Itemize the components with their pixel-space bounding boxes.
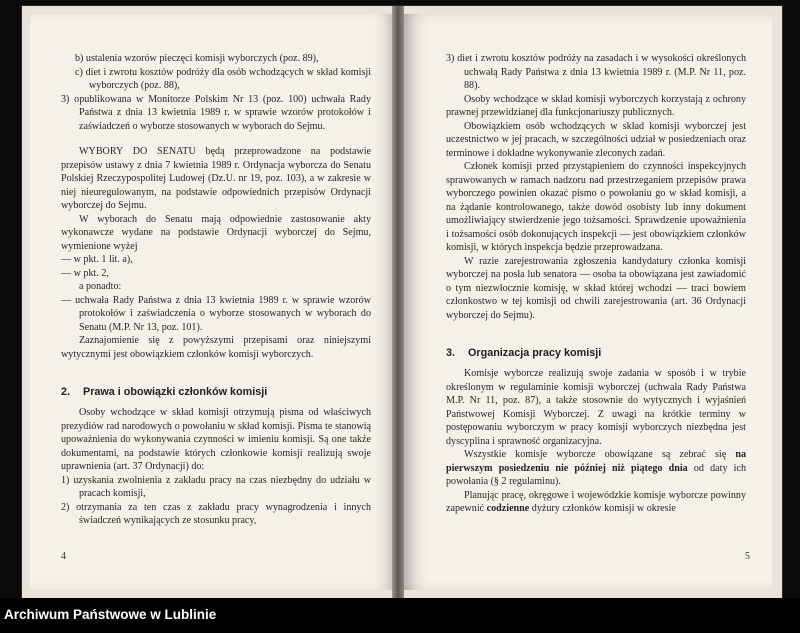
section-number: 2. (61, 386, 71, 398)
emphasis-first-meeting: na pierwszym posiedzeniu nie później niż piątego dnia (446, 449, 746, 474)
paragraph-first-meeting: Wszystkie komisje wyborcze obowiązane są zebrać się na pierwszym posiedzeniu nie później niż piątego dnia od daty ich powołania (§ 2 regulaminu). (446, 449, 747, 487)
right-page (404, 14, 772, 590)
item-b: b) ustalenia wzorów pieczęci komisji wyborczych (poz. 89), (75, 53, 319, 64)
paragraph-legal-protection: Osoby wchodzące w skład komisji wyborczych korzystają z ochrony prawnej przewidzianej dla funkcjonariuszy publicznych. (446, 93, 746, 118)
dash-item-2: — w pkt. 2, (61, 267, 109, 279)
section-heading-3 (446, 346, 746, 361)
left-page-content (61, 52, 371, 528)
archive-footer (0, 598, 800, 633)
list-item-1: 1) uzyskania zwolnienia z zakładu pracy na czas niezbędny do udziału w pracach komisji, (61, 474, 371, 499)
paragraph-candidacy: W razie zarejestrowania zgłoszenia kandydatury członka komisji wyborczej na posła lub senatora — osoba ta obowiązana jest zawiadomić o tym niezwłocznie komisję, w skład której wchodzi — traci bowiem członkostwo w tej komisji od chwili zarejestrowania (art. 36 Ordynacji wyborczej do Sejmu). (446, 255, 746, 321)
emphasis-daily: codzienne (486, 503, 530, 514)
paragraph-executive-acts: W wyborach do Senatu mają odpowiednie zastosowanie akty wykonawcze wydane na podstawie Ordynacji wyborczej do Sejmu, wymienione wyżej (61, 213, 371, 252)
list-item-2: 2) otrzymania za ten czas z zakładu pracy wynagrodzenia i innych świadczeń wynikających ze stosunku pracy, (61, 501, 371, 526)
paragraph-members-rights: Osoby wchodzące w skład komisji otrzymują pisma od właściwych prezydiów rad narodowych o powołaniu w skład komisji. Pisma te stanowią upoważnienia do wykonywania czynności w imieniu komisji. Są one także dokumentami, na podstawie których członkowie komisji realizują swoje uprawnienia (art. 37 Ordynacji) do: (61, 407, 371, 472)
dash-item-1: — w pkt. 1 lit. a), (61, 254, 133, 265)
item-3-diets: 3) diet i zwrotu kosztów podróży na zasadach i w wysokości określonych uchwałą Rady Państwa z dnia 13 kwietnia 1989 r. (M.P. Nr 11, poz. 88). (446, 53, 746, 91)
right-page-content (446, 52, 746, 516)
section-heading-2 (61, 385, 371, 400)
paragraph-familiarization: Zaznajomienie się z powyższymi przepisami oraz niniejszymi wytycznymi jest obowiązkiem członków komisji wyborczych. (61, 335, 371, 360)
page-number-left: 4 (61, 551, 66, 562)
book-gutter (392, 6, 404, 598)
paragraph-inspection: Członek komisji przed przystąpieniem do czynności inspekcyjnych sprawowanych w ramach nadzoru nad przestrzeganiem przepisów prawa wyborczego powinien okazać pismo o powołaniu go w skład komisji, a na żądanie kontrolowanego, także dowód osobisty lub inny dokument umożliwiający stwierdzenie jego tożsamości. Sprawdzenie upoważnienia i tożsamości osób dokonujących inspekcji — jest obowiązkiem członków komisji, w których inspekcja będzie przeprowadzana. (446, 161, 746, 253)
page-number-right: 5 (745, 551, 750, 562)
paragraph-organization: Komisje wyborcze realizują swoje zadania w sposób i w trybie określonym w regulaminie komisji wyborczej (uchwała Rady Państwa M.P. Nr 11, poz. 87), a także stosownie do wytycznych i wyjaśnień Państwowej Komisji Wyborczej. Z uwagi na krótkie terminy w postępowaniu wyborczym w pracy komisji wyborczych niezbędna jest dyscyplina i sprawność organizacyjna. (446, 368, 746, 447)
item-c: c) diet i zwrotu kosztów podróży dla osób wchodzących w skład komisji wyborczych (poz. 88), (75, 66, 371, 91)
paragraph-senate-elections: WYBORY DO SENATU będą przeprowadzone na podstawie przepisów ustawy z dnia 7 kwietnia 1989 r. Ordynacja wyborcza do Senatu Polskiej Rzeczypospolitej Ludowej (Dz.U. nr 19, poz. 103), a w zakresie w niej nieuregulowanym, na podstawie odpowiednich przepisów Ordynacji wyborczej do Sejmu. (61, 146, 371, 211)
item-3: 3) opublikowana w Monitorze Polskim Nr 13 (poz. 100) uchwała Rady Państwa z dnia 13 kwietnia 1989 r. w sprawie wzorów protokołów i zaświadczeń o wyborze stosowanych w wyborach do Sejmu. (61, 93, 371, 132)
dash-item-3: — uchwała Rady Państwa z dnia 13 kwietnia 1989 r. w sprawie wzorów protokołów i zaświadczenia o wyborze stosowanych w wyborach do Senatu (M.P. Nr 13, poz. 101). (61, 294, 371, 333)
paragraph-duty-schedule: Planując pracę, okręgowe i wojewódzkie komisje wyborcze powinny zapewnić codzienne dyżury członków komisji w okresie (446, 489, 746, 514)
section-title: Prawa i obowiązki członków komisji (83, 386, 268, 398)
moreover-label: a ponadto: (79, 281, 122, 292)
paragraph-duties: Obowiązkiem osób wchodzących w skład komisji wyborczej jest uczestnictwo w jej pracach, w szczególności udział w posiedzeniach oraz terminowe i dokładne wykonywanie zleconych zadań. (446, 120, 746, 159)
section-title: Organizacja pracy komisji (468, 347, 602, 359)
scanned-document (22, 6, 782, 598)
left-page (30, 14, 392, 590)
section-number: 3. (446, 347, 456, 359)
archive-name: Archiwum Państwowe w Lublinie (4, 607, 217, 622)
